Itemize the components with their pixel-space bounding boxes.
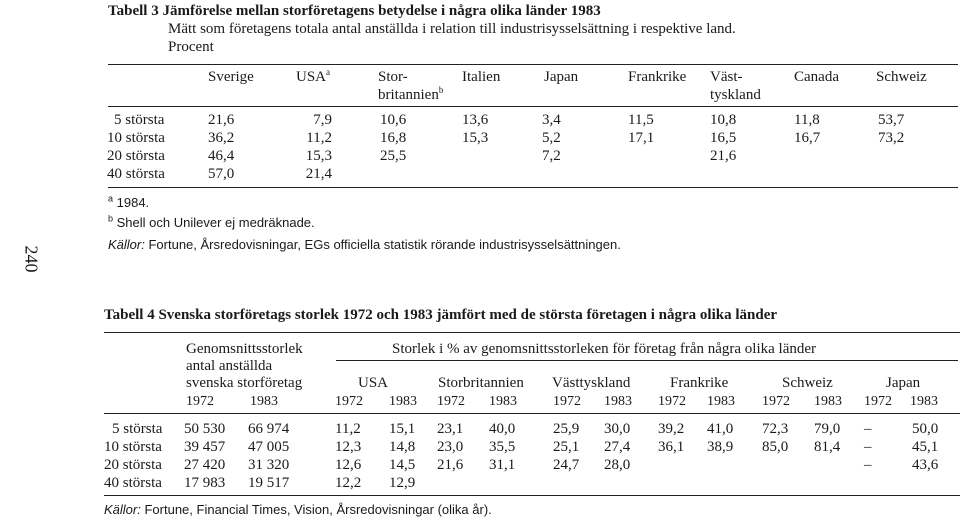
table3-header-rule xyxy=(108,106,958,107)
table3-row-label: 10 största xyxy=(107,130,165,146)
table3-cell: 25,5 xyxy=(380,148,407,164)
table3-bottom-rule xyxy=(108,187,958,188)
table4-cell: – xyxy=(864,439,872,455)
table4-cell: 36,1 xyxy=(658,439,685,455)
table3-col-vasttyskland-line2: tyskland xyxy=(710,87,761,103)
table4-year: 1972 xyxy=(658,394,686,409)
table4-cell: 28,0 xyxy=(604,457,631,473)
table4-year: 1972 xyxy=(186,394,214,409)
table3-col-vasttyskland: Väst- xyxy=(710,69,743,85)
table4-cell: 85,0 xyxy=(762,439,789,455)
table4-row-label: 20 största xyxy=(104,457,162,473)
table3-cell: 57,0 xyxy=(208,166,235,182)
table3-cell: 21,6 xyxy=(208,112,235,128)
table4-cell: 21,6 xyxy=(437,457,464,473)
table4-cell: 81,4 xyxy=(814,439,841,455)
table4-cell: 47 005 xyxy=(248,439,290,455)
table4-year: 1983 xyxy=(489,394,517,409)
table3-cell: 16,7 xyxy=(794,130,821,146)
table4-cell: 40,0 xyxy=(489,421,516,437)
table4-top-rule xyxy=(104,332,960,333)
table4-cell: 17 983 xyxy=(184,475,226,491)
table4-row-label: 10 största xyxy=(104,439,162,455)
table3-col-schweiz: Schweiz xyxy=(876,69,927,85)
table4-cell: 31,1 xyxy=(489,457,516,473)
table3-title: Tabell 3 Jämförelse mellan storföretagens betydelse i några olika länder 1983 xyxy=(108,3,601,19)
table4-cell: 39,2 xyxy=(658,421,685,437)
table4-cell: 25,9 xyxy=(553,421,580,437)
table4-cell: 25,1 xyxy=(553,439,580,455)
table4-cell: 35,5 xyxy=(489,439,516,455)
table4-cell: 12,9 xyxy=(389,475,416,491)
table4-cell: 23,0 xyxy=(437,439,464,455)
table4-cell: 45,1 xyxy=(912,439,939,455)
table3-unit: Procent xyxy=(168,39,214,55)
table3-footnote-a: $^a$ 1984. xyxy=(108,193,150,210)
table4-year: 1983 xyxy=(250,394,278,409)
table4-year: 1983 xyxy=(389,394,417,409)
table3-cell: 15,3 xyxy=(305,148,332,164)
table3-cell: 21,4 xyxy=(305,166,332,182)
table4-year: 1972 xyxy=(864,394,892,409)
table4-cell: 66 974 xyxy=(248,421,290,437)
table4-country-storbritannien: Storbritannien xyxy=(438,375,524,391)
page-number: 240 xyxy=(21,245,42,273)
table4-cell: 31 320 xyxy=(248,457,290,473)
table3-cell: 36,2 xyxy=(208,130,235,146)
table4-right-header: Storlek i % av genomsnittsstorleken för företag från några olika länder xyxy=(392,341,817,357)
table4-bottom-rule xyxy=(104,495,960,496)
table4-cell: – xyxy=(864,421,872,437)
table3-cell: 53,7 xyxy=(878,112,905,128)
table3-cell: 11,8 xyxy=(794,112,820,128)
table4-cell: 24,7 xyxy=(553,457,580,473)
table4-header-rule xyxy=(104,413,960,414)
table3-subtitle: Mätt som företagens totala antal anställda i relation till industrisysselsättning i respektive land. xyxy=(168,21,736,37)
table4-cell: 12,3 xyxy=(335,439,362,455)
table4-cell: 12,2 xyxy=(335,475,362,491)
table4-row-label: 5 största xyxy=(112,421,163,437)
table4-year: 1972 xyxy=(437,394,465,409)
table4-country-vasttyskland: Västtyskland xyxy=(552,375,631,391)
table4-cell: 72,3 xyxy=(762,421,789,437)
table3-cell: 73,2 xyxy=(878,130,905,146)
table3-cell: 7,2 xyxy=(542,148,561,164)
table4-year: 1983 xyxy=(707,394,735,409)
table4-cell: 39 457 xyxy=(184,439,226,455)
table4-year: 1972 xyxy=(553,394,581,409)
table3-cell: 3,4 xyxy=(542,112,561,128)
table4-cell: – xyxy=(864,457,872,473)
table3-row-label: 5 största xyxy=(114,112,165,128)
table4-cell: 15,1 xyxy=(389,421,416,437)
table4-cell: 43,6 xyxy=(912,457,939,473)
table4-year: 1972 xyxy=(335,394,363,409)
table4-country-japan: Japan xyxy=(886,375,921,391)
table3-col-storbritannien-line2: britannien$^b$ xyxy=(378,85,444,103)
table4-title: Tabell 4 Svenska storföretags storlek 1972 och 1983 jämfört med de största företagen i några olika länder xyxy=(104,307,778,323)
table4-cell: 79,0 xyxy=(814,421,841,437)
table4-country-schweiz: Schweiz xyxy=(782,375,833,391)
table4-cell: 14,8 xyxy=(389,439,416,455)
table4-cell: 38,9 xyxy=(707,439,734,455)
table3-col-italien: Italien xyxy=(462,69,501,85)
table3-cell: 21,6 xyxy=(710,148,737,164)
table4-cell: 23,1 xyxy=(437,421,464,437)
table4-left-header-1: Genomsnittsstorlek xyxy=(186,341,303,357)
table3-col-usa: USA$^a$ xyxy=(296,67,331,85)
table3-top-rule xyxy=(108,64,958,65)
table3-cell: 16,5 xyxy=(710,130,737,146)
table3-col-frankrike: Frankrike xyxy=(628,69,687,85)
table3-cell: 10,6 xyxy=(380,112,407,128)
table3-cell: 7,9 xyxy=(313,112,332,128)
table4-cell: 19 517 xyxy=(248,475,290,491)
table3-cell: 13,6 xyxy=(462,112,489,128)
table3-row-label: 40 största xyxy=(107,166,165,182)
table4-cell: 41,0 xyxy=(707,421,734,437)
table3-row-label: 20 största xyxy=(107,148,165,164)
table3-cell: 16,8 xyxy=(380,130,407,146)
table4-source: Källor: Fortune, Financial Times, Vision, Årsredovisningar (olika år). xyxy=(104,502,492,517)
table3-source: Källor: Fortune, Årsredovisningar, EGs officiella statistik rörande industrisysselsättningen. xyxy=(108,237,621,252)
table4-country-usa: USA xyxy=(358,375,389,391)
table4-cell: 50,0 xyxy=(912,421,939,437)
table4-cell: 12,6 xyxy=(335,457,362,473)
table3-col-storbritannien: Stor- xyxy=(378,69,408,85)
table4-right-header-rule xyxy=(336,360,958,361)
table3-cell: 11,5 xyxy=(628,112,654,128)
table4-year: 1983 xyxy=(604,394,632,409)
table4-cell: 50 530 xyxy=(184,421,226,437)
table3-col-sverige: Sverige xyxy=(208,69,254,85)
table3-col-japan: Japan xyxy=(544,69,579,85)
table3-footnote-b: $^b$ Shell och Unilever ej medräknade. xyxy=(108,213,315,230)
table3-cell: 11,2 xyxy=(306,130,332,146)
table4-year: 1983 xyxy=(814,394,842,409)
table3-cell: 46,4 xyxy=(208,148,235,164)
table3-cell: 17,1 xyxy=(628,130,655,146)
table3-cell: 15,3 xyxy=(462,130,489,146)
table3-col-canada: Canada xyxy=(794,69,839,85)
table4-cell: 27 420 xyxy=(184,457,226,473)
table4-row-label: 40 största xyxy=(104,475,162,491)
table4-cell: 11,2 xyxy=(335,421,361,437)
table3-cell: 5,2 xyxy=(542,130,561,146)
table4-year: 1983 xyxy=(910,394,938,409)
table4-cell: 27,4 xyxy=(604,439,631,455)
table4-country-frankrike: Frankrike xyxy=(670,375,729,391)
table4-year: 1972 xyxy=(762,394,790,409)
table4-cell: 30,0 xyxy=(604,421,631,437)
table4-left-header-3: svenska storföretag xyxy=(186,375,303,391)
table4-cell: 14,5 xyxy=(389,457,416,473)
table4-left-header-2: antal anställda xyxy=(186,358,273,374)
table3-cell: 10,8 xyxy=(710,112,737,128)
